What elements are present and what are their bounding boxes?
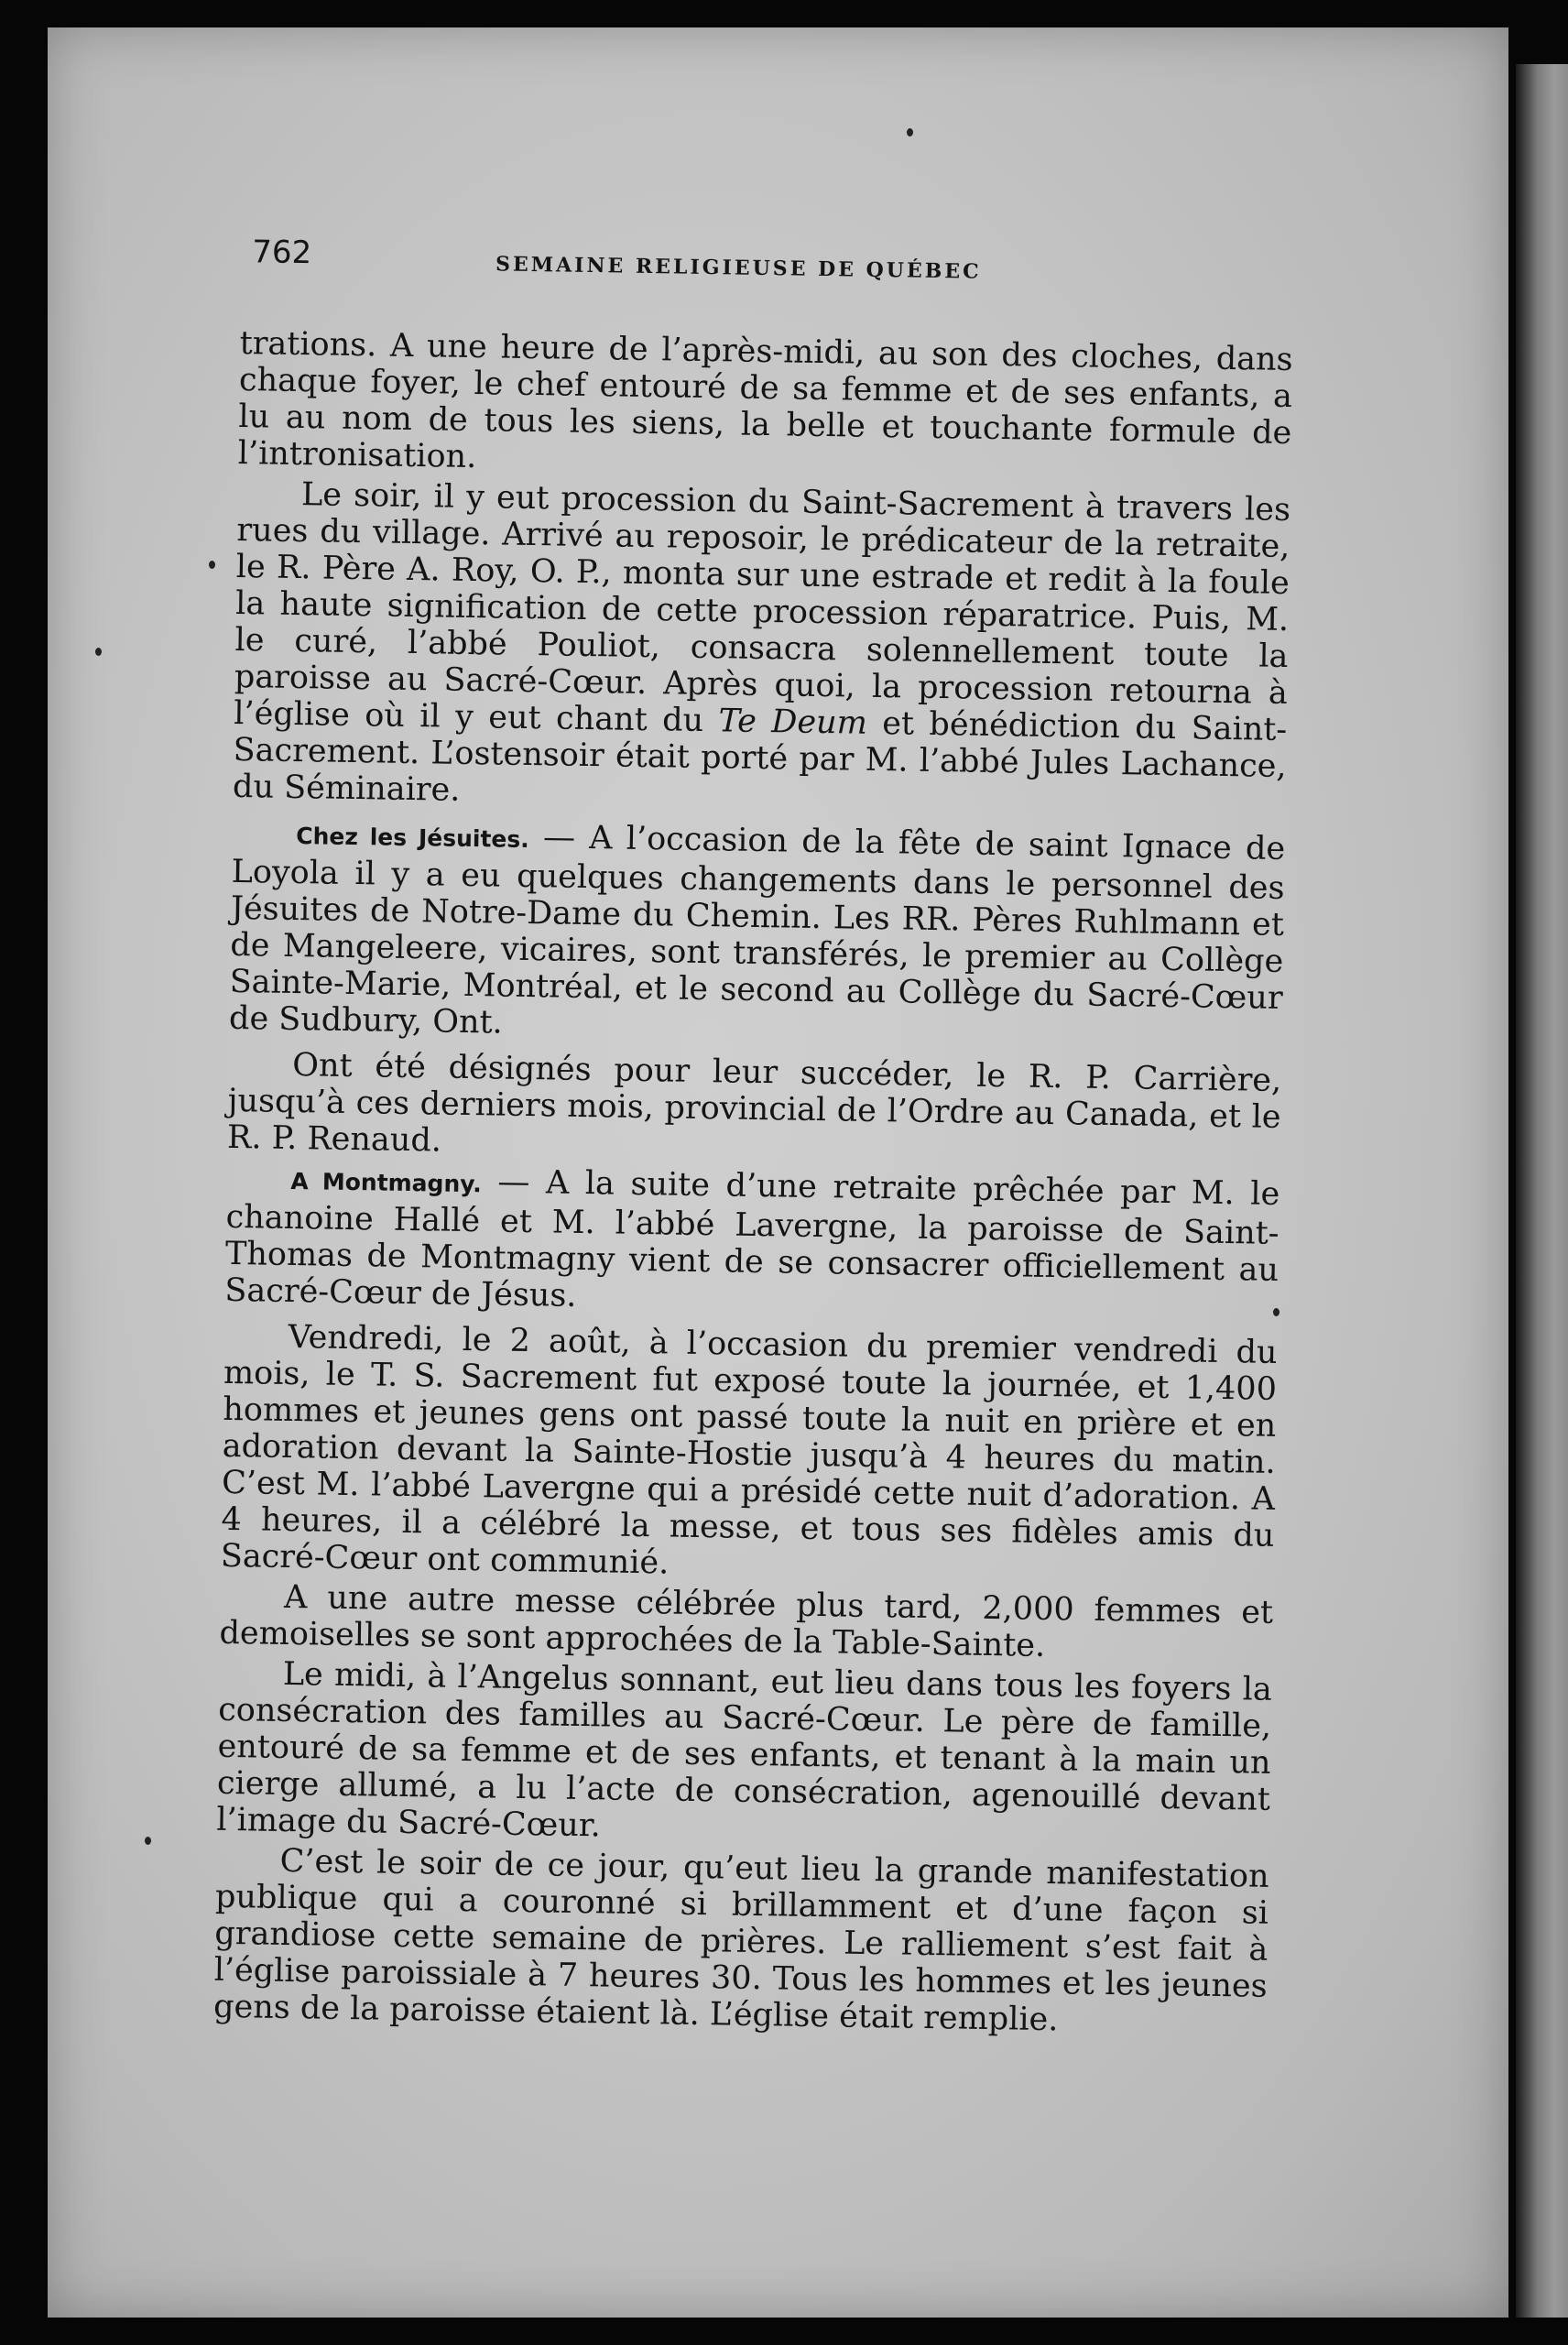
section-lead: Chez les Jésuites. <box>296 823 529 854</box>
paragraph-text: et bénédiction du Saint-Sacrement. L’ostensoir était porté par M. l’abbé Jules Lachance, du Séminaire. <box>232 705 1288 809</box>
paragraph: A une autre messe célébrée plus tard, 2,000 femmes et demoiselles se sont approchées de la Table-Sainte. <box>219 1578 1274 1664</box>
paragraph <box>229 814 1286 1053</box>
page-number: 762 <box>251 234 312 272</box>
paragraph: C’est le soir de ce jour, qu’eut lieu la grande manifestation publique qui a couronné si brillamment et d’une façon si grandiose cette semaine de prières. Le ralliement s’est fait à l’église paroissiale à 7 heures 30. Tous les hommes et les jeunes gens de la paroisse étaient là. L’église était remplie. <box>212 1842 1269 2039</box>
paragraph <box>233 475 1291 822</box>
paragraph-text: — A l’occasion de la fête de saint Ignace de Loyola il y a eu quelques changements dans le personnel des Jésuites de Notre-Dame du Chemin. Les RR. Pères Ruhlmann et de Mangeleere, vicaires, sont transférés, le premier au Collège Sainte-Marie, Montréal, et le second au Collège du Sacré-Cœur de Sudbury, Ont. <box>228 819 1286 1042</box>
paragraph-text: — A la suite d’une retraite prêchée par M. le chanoine Hallé et M. l’abbé Lavergne, la paroisse de Saint-Thomas de Montmagny vient de se consacrer officiellement au Sacré-Cœur de Jésus. <box>224 1163 1280 1314</box>
ink-speck <box>209 561 215 569</box>
section-lead: A Montmagny. <box>290 1167 482 1198</box>
ink-speck <box>907 128 913 136</box>
italic-title: Te Deum <box>718 703 868 742</box>
paragraph: trations. A une heure de l’après-midi, au son des cloches, dans chaque foyer, le chef entouré de sa femme et de ses enfants, a lu au nom de tous les siens, la belle et touchante formule de l’intronisation. <box>237 325 1293 476</box>
ink-speck <box>95 648 102 656</box>
paragraph-text: Le soir, il y eut procession du Saint-Sacrement à travers les rues du village. Arrivé au reposoir, le prédicateur de la retraite, le R. Père A. Roy, O. P., monta sur une estrade et redit à la foule la haute signification de cette procession réparatrice. Puis, M. le curé, l’abbé Pouliot, consacra solennellement toute la paroisse au Sacré-Cœur. Après quoi, la procession retourna à l’église où il y eut chant du <box>234 476 1291 740</box>
running-head: SEMAINE RELIGIEUSE DE QUÉBEC <box>495 252 982 284</box>
paragraph: Vendredi, le 2 août, à l’occasion du premier vendredi du mois, le T. S. Sacrement fut exposé toute la journée, et 1,400 hommes et jeunes gens ont passé toute la nuit en prière et en adoration devant la Sainte-Hostie jusqu’à 4 heures du matin. C’est M. l’abbé Lavergne qui a présidé cette nuit d’adoration. A 4 heures, il a célébré la messe, et tous ses fidèles amis du Sacré-Cœur ont communié. <box>220 1318 1278 1582</box>
article-text <box>211 234 1293 2220</box>
paragraph <box>224 1160 1279 1325</box>
paragraph: Ont été désignés pour leur succéder, le R. P. Carrière, jusqu’à ces derniers mois, provincial de l’Ordre au Canada, et le R. P. Renaud. <box>226 1047 1282 1160</box>
paragraph: Le midi, à l’Angelus sonnant, eut lieu dans tous les foyers la consécration des familles au Sacré-Cœur. Le père de famille, entouré de sa femme et de ses enfants, et tenant à la main un cierge allumé, a lu l’acte de consécration, agenouillé devant l’image du Sacré-Cœur. <box>216 1655 1273 1845</box>
adjacent-page-edge <box>1516 64 1568 2318</box>
ink-speck <box>145 1837 151 1845</box>
